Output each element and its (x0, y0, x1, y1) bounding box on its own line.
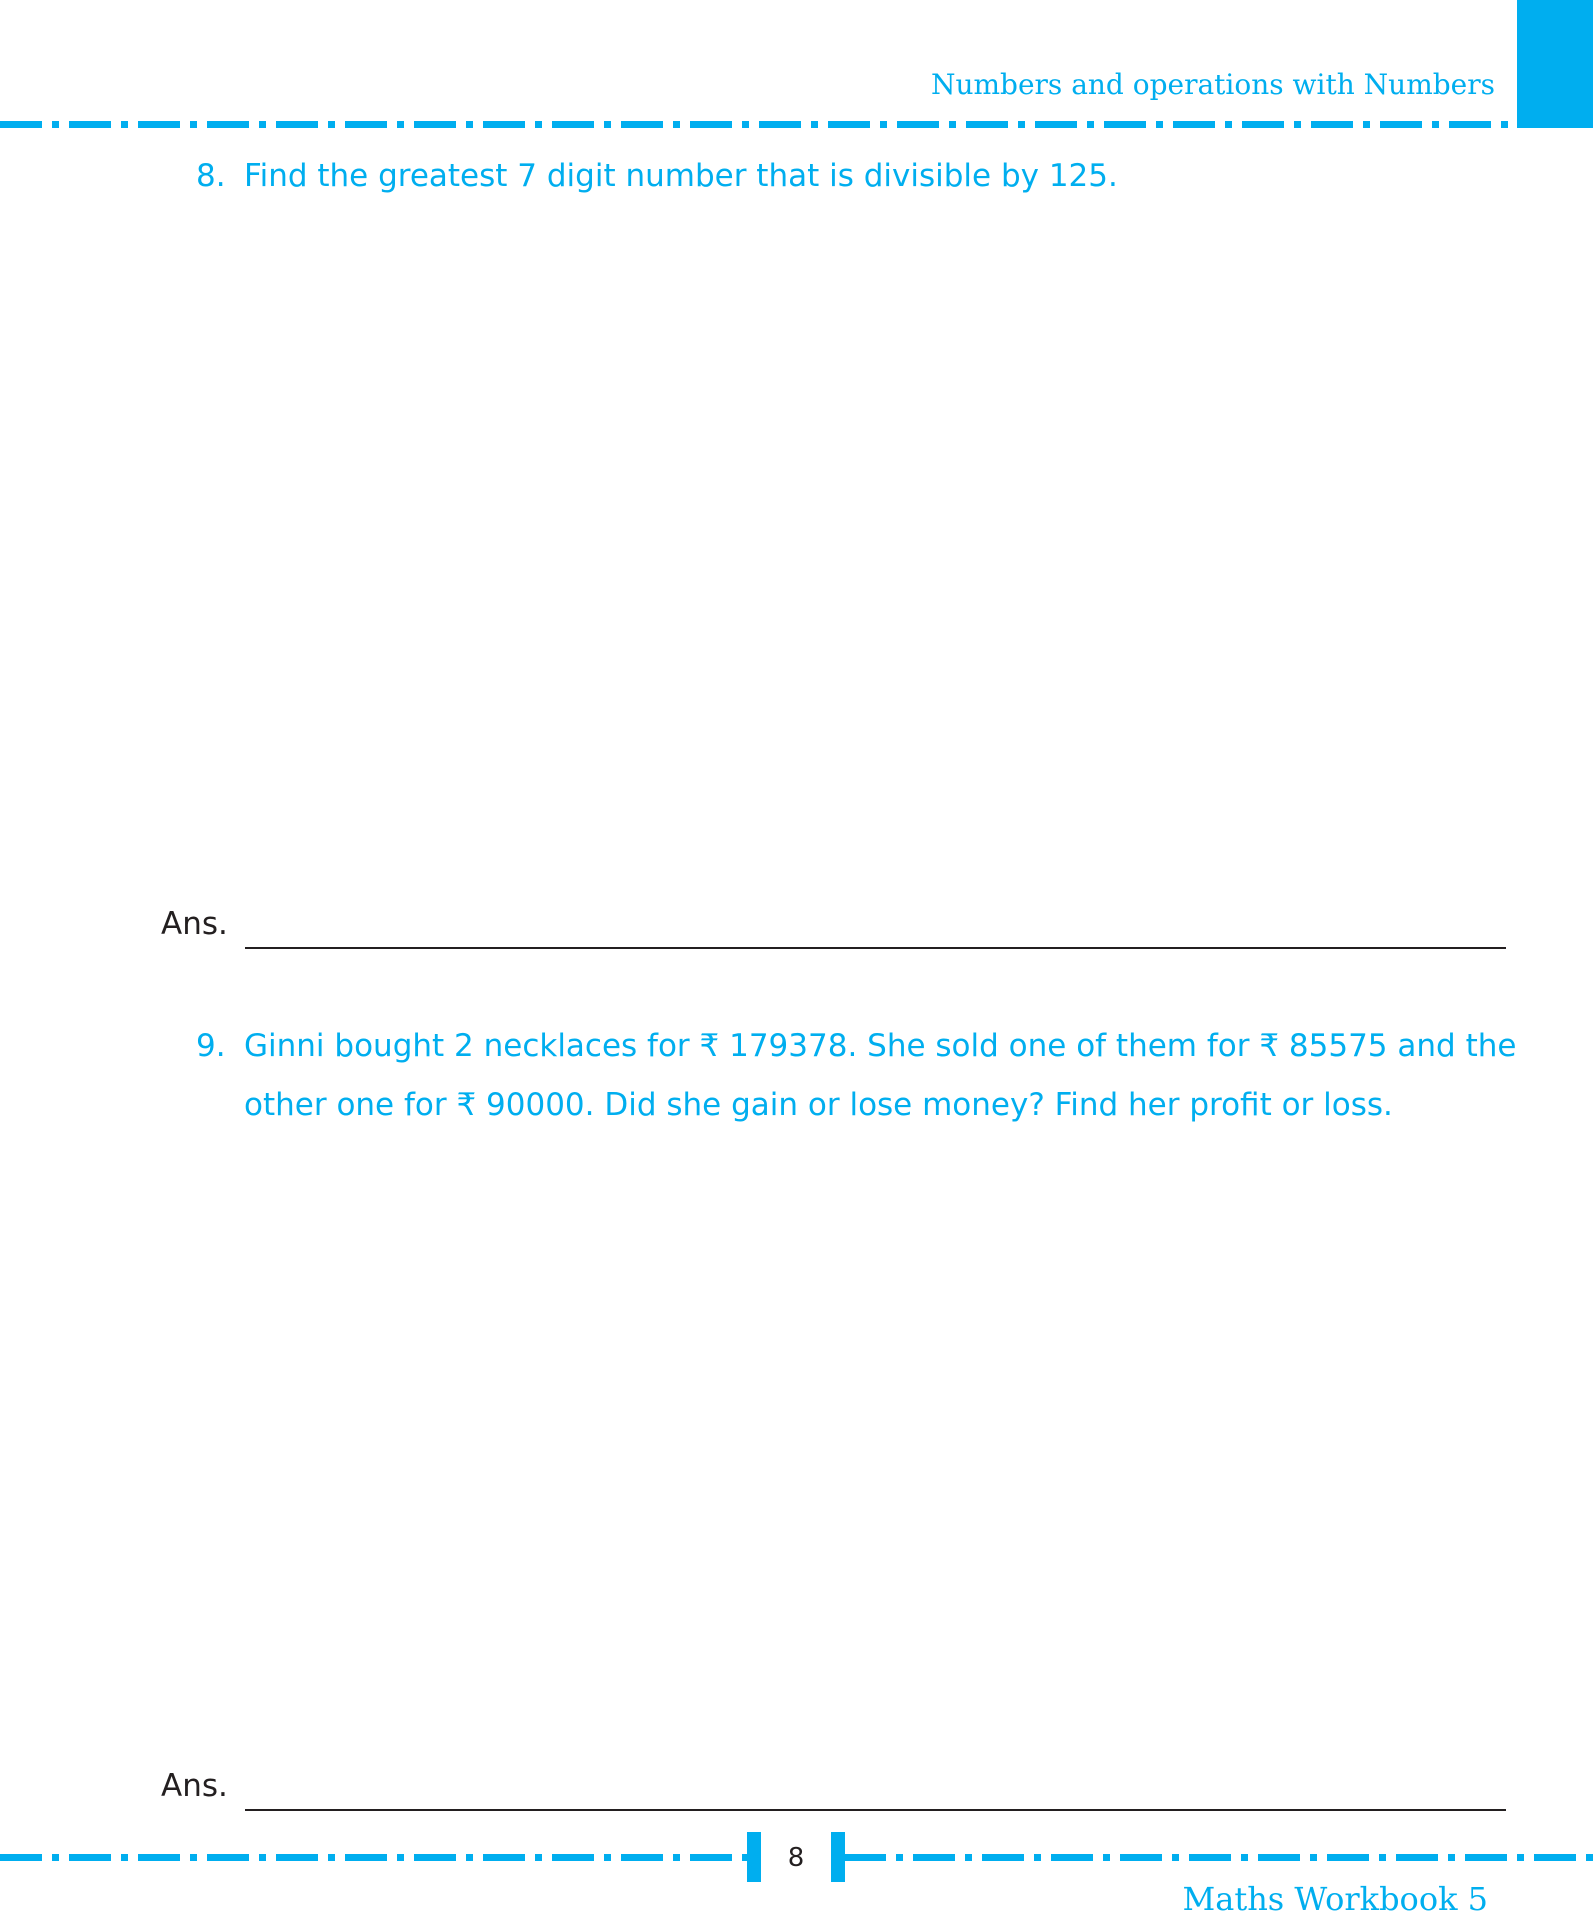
page-bracket-left (747, 1832, 761, 1882)
question-9 (196, 1017, 1526, 1135)
chapter-title: Numbers and operations with Numbers (930, 68, 1495, 101)
question-number: 8. (196, 158, 226, 194)
question-8 (196, 158, 1516, 194)
page-number: 8 (787, 1843, 805, 1873)
question-text: Ginni bought 2 necklaces for ₹ 179378. She sold one of them for ₹ 85575 and the other one for ₹ 90000. Did she gain or lose money? Find her profit or loss. (244, 1028, 1517, 1123)
footer-divider-right (844, 1854, 1593, 1861)
footer-divider-left (0, 1854, 753, 1861)
answer-row-8 (161, 906, 1506, 956)
question-text: Find the greatest 7 digit number that is divisible by 125. (244, 158, 1118, 194)
answer-line[interactable] (245, 1809, 1506, 1811)
answer-row-9 (161, 1768, 1506, 1818)
page-bracket-right (831, 1832, 845, 1882)
answer-label: Ans. (161, 906, 228, 942)
header-divider (0, 121, 1517, 128)
answer-line[interactable] (245, 947, 1506, 949)
answer-label: Ans. (161, 1768, 228, 1804)
question-number: 9. (196, 1028, 226, 1064)
header-tab (1517, 0, 1593, 128)
book-title: Maths Workbook 5 (1182, 1880, 1488, 1918)
